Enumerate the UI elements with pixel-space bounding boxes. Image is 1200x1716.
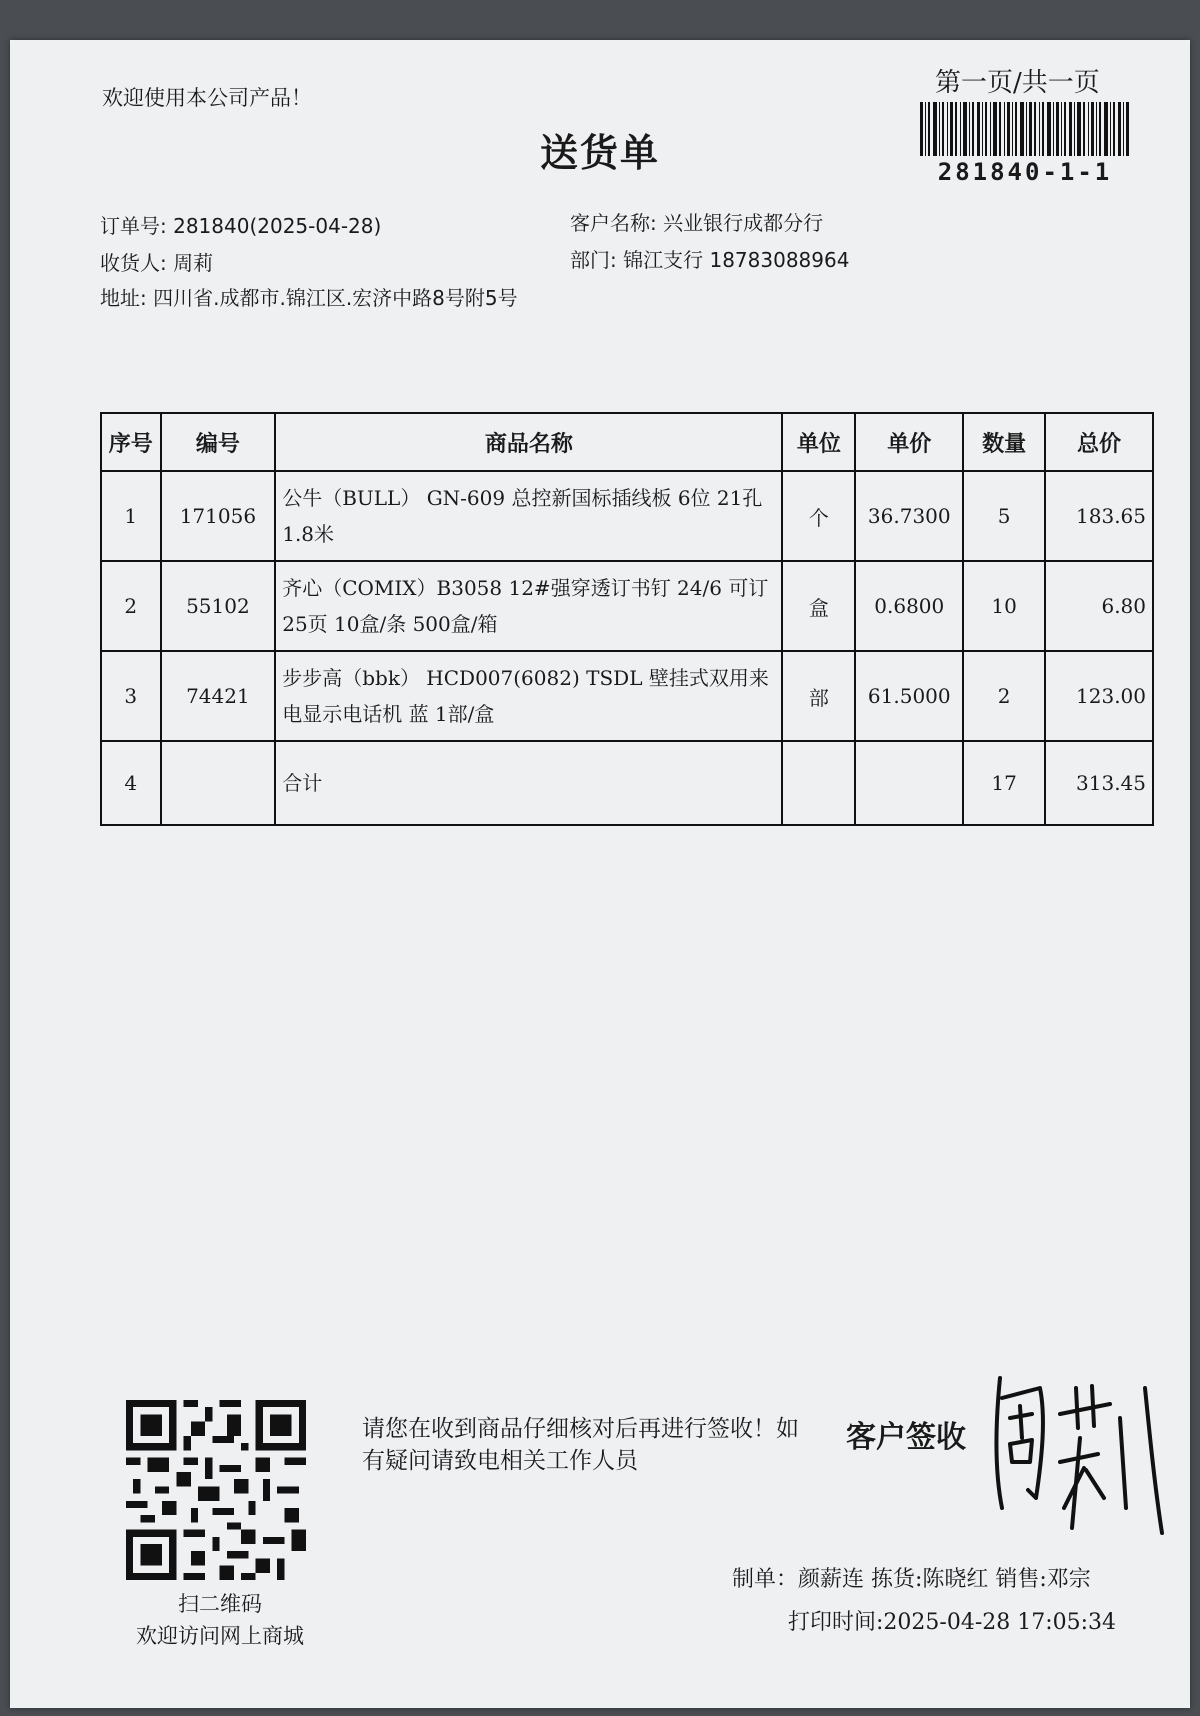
row-code: 55102 — [161, 561, 276, 651]
total-qty: 17 — [963, 741, 1045, 825]
row-total: 183.65 — [1045, 471, 1153, 561]
receiver-label: 收货人: — [100, 251, 167, 275]
total-unit-empty — [782, 741, 855, 825]
staff-info: 制单：颜薪连 拣货:陈晓红 销售:邓宗 — [732, 1567, 1091, 1592]
order-number-value: 281840(2025-04-28) — [173, 214, 382, 238]
total-seq: 4 — [101, 741, 161, 825]
customer-label: 客户名称: — [570, 211, 657, 235]
header-product: 商品名称 — [275, 413, 782, 471]
total-label: 合计 — [275, 741, 782, 825]
address-label: 地址: — [100, 286, 147, 310]
header-seq: 序号 — [101, 413, 161, 471]
total-code-empty — [161, 741, 276, 825]
address — [100, 282, 518, 311]
table-row — [101, 651, 1153, 741]
header-price: 单价 — [855, 413, 963, 471]
row-product: 步步高（bbk） HCD007(6082) TSDL 壁挂式双用来电显示电话机 蓝 1部/盒 — [275, 651, 782, 741]
barcode-number: 281840-1-1 — [937, 158, 1113, 186]
qr-code-icon — [126, 1400, 306, 1580]
department-label: 部门: — [570, 248, 617, 272]
print-time: 打印时间:2025-04-28 17:05:34 — [788, 1610, 1117, 1635]
qr-caption — [100, 1588, 340, 1652]
total-amount: 313.45 — [1045, 741, 1153, 825]
row-price: 0.6800 — [855, 561, 963, 651]
row-qty: 10 — [963, 561, 1045, 651]
order-number-label: 订单号: — [100, 214, 167, 238]
receiver — [100, 247, 213, 276]
row-qty: 2 — [963, 651, 1045, 741]
table-row — [101, 561, 1153, 651]
receipt-notice: 请您在收到商品仔细核对后再进行签收！如有疑问请致电相关工作人员 — [362, 1416, 799, 1474]
department — [570, 244, 849, 273]
row-price: 61.5000 — [855, 651, 963, 741]
row-price: 36.7300 — [855, 471, 963, 561]
header-unit: 单位 — [782, 413, 855, 471]
row-total: 6.80 — [1045, 561, 1153, 651]
page-title: 送货单 — [539, 131, 660, 175]
row-seq: 3 — [101, 651, 161, 741]
customer-sign-label: 客户签收 — [846, 1420, 966, 1455]
header-qty: 数量 — [963, 413, 1045, 471]
row-product: 公牛（BULL） GN-609 总控新国标插线板 6位 21孔 1.8米 — [275, 471, 782, 561]
customer-name — [570, 207, 823, 236]
row-product: 齐心（COMIX）B3058 12#强穿透订书钉 24/6 可订25页 10盒/条 500盒/箱 — [275, 561, 782, 651]
header-total: 总价 — [1045, 413, 1153, 471]
address-value: 四川省.成都市.锦江区.宏济中路8号附5号 — [153, 286, 518, 310]
page-indicator: 第一页/共一页 — [935, 68, 1100, 98]
row-code: 74421 — [161, 651, 276, 741]
row-unit: 部 — [782, 651, 855, 741]
customer-value: 兴业银行成都分行 — [663, 211, 824, 235]
total-price-empty — [855, 741, 963, 825]
delivery-note — [10, 40, 1190, 1708]
qr-caption-line-2: 欢迎访问网上商城 — [136, 1624, 304, 1648]
barcode-icon — [920, 102, 1130, 156]
row-code: 171056 — [161, 471, 276, 561]
table-row — [101, 471, 1153, 561]
row-unit: 个 — [782, 471, 855, 561]
handwritten-signature — [980, 1358, 1170, 1538]
table-header-row — [101, 413, 1153, 471]
receiver-value: 周莉 — [173, 251, 214, 275]
total-row — [101, 741, 1153, 825]
row-seq: 2 — [101, 561, 161, 651]
welcome-text: 欢迎使用本公司产品！ — [102, 86, 312, 110]
qr-caption-line-1: 扫二维码 — [178, 1592, 262, 1616]
row-total: 123.00 — [1045, 651, 1153, 741]
row-unit: 盒 — [782, 561, 855, 651]
header-code: 编号 — [161, 413, 276, 471]
row-qty: 5 — [963, 471, 1045, 561]
items-table — [100, 412, 1154, 826]
row-seq: 1 — [101, 471, 161, 561]
department-value: 锦江支行 18783088964 — [623, 248, 850, 272]
order-number — [100, 210, 381, 239]
